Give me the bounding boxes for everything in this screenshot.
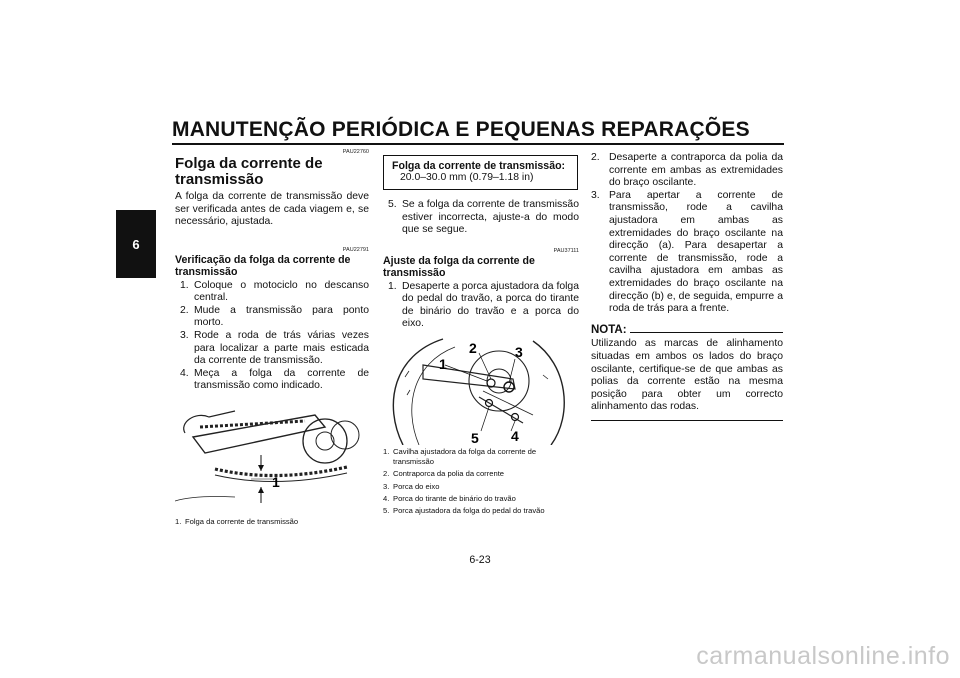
caption-item <box>383 447 579 467</box>
note-rule <box>630 331 783 333</box>
chain-slack-figure <box>175 397 369 515</box>
step-text: Rode a roda de trás várias vezes para localizar a parte mais esticada da corrente de transmissão. <box>194 329 369 367</box>
caption-text: Cavilha ajustadora da folga da corrente de transmissão <box>393 446 537 466</box>
section-heading: Folga da corrente de transmissão <box>175 155 323 188</box>
step-text: Coloque o motociclo no descanso central. <box>194 279 369 304</box>
note-header <box>591 324 783 337</box>
caption-number: 3. <box>383 481 390 491</box>
step-number: 2. <box>591 152 600 163</box>
caption-number: 2. <box>383 469 390 479</box>
step-number: 3. <box>591 189 600 201</box>
spec-box <box>383 155 578 190</box>
caption-text: Contraporca da polia da corrente <box>393 469 505 479</box>
caption-number: 1. <box>383 446 390 456</box>
step-text: Desaperte a porca ajustadora da folga do pedal do travão, a porca do tirante de binário do travão e a porca do eixo. <box>402 280 579 330</box>
subsection-heading: Verificação da folga da corrente de transmissão <box>175 253 351 279</box>
figure-callout-1: 1 <box>439 355 447 372</box>
column-3 <box>591 148 783 421</box>
caption-item <box>383 494 579 504</box>
step-number: 3. <box>180 329 189 341</box>
caption-item <box>383 506 579 516</box>
list-item <box>383 199 579 237</box>
step-text: Meça a folga da corrente de transmissão como indicado. <box>194 367 369 392</box>
step-number: 4. <box>180 367 189 379</box>
step-text: Para apertar a corrente de transmissão, rode a cavilha ajustadora em ambas as extremidades do braço oscilante na direcção (a). Para desapertar a corrente de transmissão, rode a cavilha ajustadora em ambas as extremidades do braço oscilante na direcção (b) e, de seguida, empurre a roda de trás para a frente. <box>609 189 783 315</box>
step-number: 2. <box>180 304 189 316</box>
caption-item <box>383 469 579 479</box>
note-label: NOTA: <box>591 323 627 336</box>
caption-item <box>175 517 369 527</box>
step-text: Se a folga da corrente de transmissão estiver incorrecta, ajuste-a do modo que se segue. <box>402 199 579 236</box>
intro-paragraph: A folga da corrente de transmissão deve ser verificada antes de cada viagem e, se necessário, ajustada. <box>175 191 369 228</box>
column-1 <box>175 148 369 529</box>
title-rule <box>172 143 784 145</box>
spec-label: Folga da corrente de transmissão: <box>392 160 566 172</box>
step-number: 1. <box>180 279 189 291</box>
note-end-rule <box>591 420 783 421</box>
subsection-code: PAU37111 <box>553 247 579 254</box>
subsection-code: PAU22791 <box>342 246 369 253</box>
section-code: PAU22760 <box>342 149 369 155</box>
list-item <box>591 152 783 190</box>
adjust-steps-list <box>383 281 579 331</box>
list-item <box>591 190 783 316</box>
watermark: carmanualsonline.info <box>696 642 950 670</box>
check-steps-list <box>175 280 369 393</box>
caption-text: Porca ajustadora da folga do pedal do travão <box>393 506 545 516</box>
chapter-tab: 6 <box>116 210 156 278</box>
subsection-heading: Ajuste da folga da corrente de transmissão <box>383 254 535 280</box>
step-5-list <box>383 199 579 237</box>
list-item <box>175 368 369 393</box>
wheel-adjuster-figure <box>383 335 579 445</box>
caption-number: 1. <box>175 516 182 526</box>
list-item <box>383 281 579 331</box>
caption-text: Porca do tirante de binário do travão <box>393 493 516 503</box>
caption-number: 4. <box>383 493 390 503</box>
figure-callout-5: 5 <box>471 429 479 445</box>
step-text: Desaperte a contraporca da polia da corrente em ambas as extremidades do braço oscilante. <box>609 152 783 189</box>
figure-callout-4: 4 <box>511 427 519 444</box>
figure-callout-1: 1 <box>272 473 280 490</box>
caption-number: 5. <box>383 506 390 516</box>
page-title: MANUTENÇÃO PERIÓDICA E PEQUENAS REPARAÇÕES <box>172 118 750 141</box>
spec-value: 20.0–30.0 mm (0.79–1.18 in) <box>400 172 534 183</box>
step-number: 1. <box>388 280 397 292</box>
note-text: Utilizando as marcas de alinhamento situadas em ambos os lados do braço oscilante, certifique-se de que ambas as polias da corrente estão na mesma posição para obter um correcto alinhamento das rodas. <box>591 338 783 413</box>
caption-text: Porca do eixo <box>393 481 440 491</box>
step-number: 5. <box>388 199 397 210</box>
list-item <box>175 305 369 330</box>
figure-captions <box>383 447 579 516</box>
figure-callout-2: 2 <box>469 339 477 356</box>
figure-captions <box>175 517 369 527</box>
list-item <box>175 280 369 305</box>
column-2 <box>383 148 579 519</box>
step-text: Mude a transmissão para ponto morto. <box>194 304 369 329</box>
adjust-steps-continued <box>591 152 783 316</box>
caption-item <box>383 482 579 492</box>
figure-callout-3: 3 <box>515 343 523 360</box>
caption-text: Folga da corrente de transmissão <box>185 516 299 526</box>
page-number: 6-23 <box>469 554 491 566</box>
list-item <box>175 330 369 368</box>
